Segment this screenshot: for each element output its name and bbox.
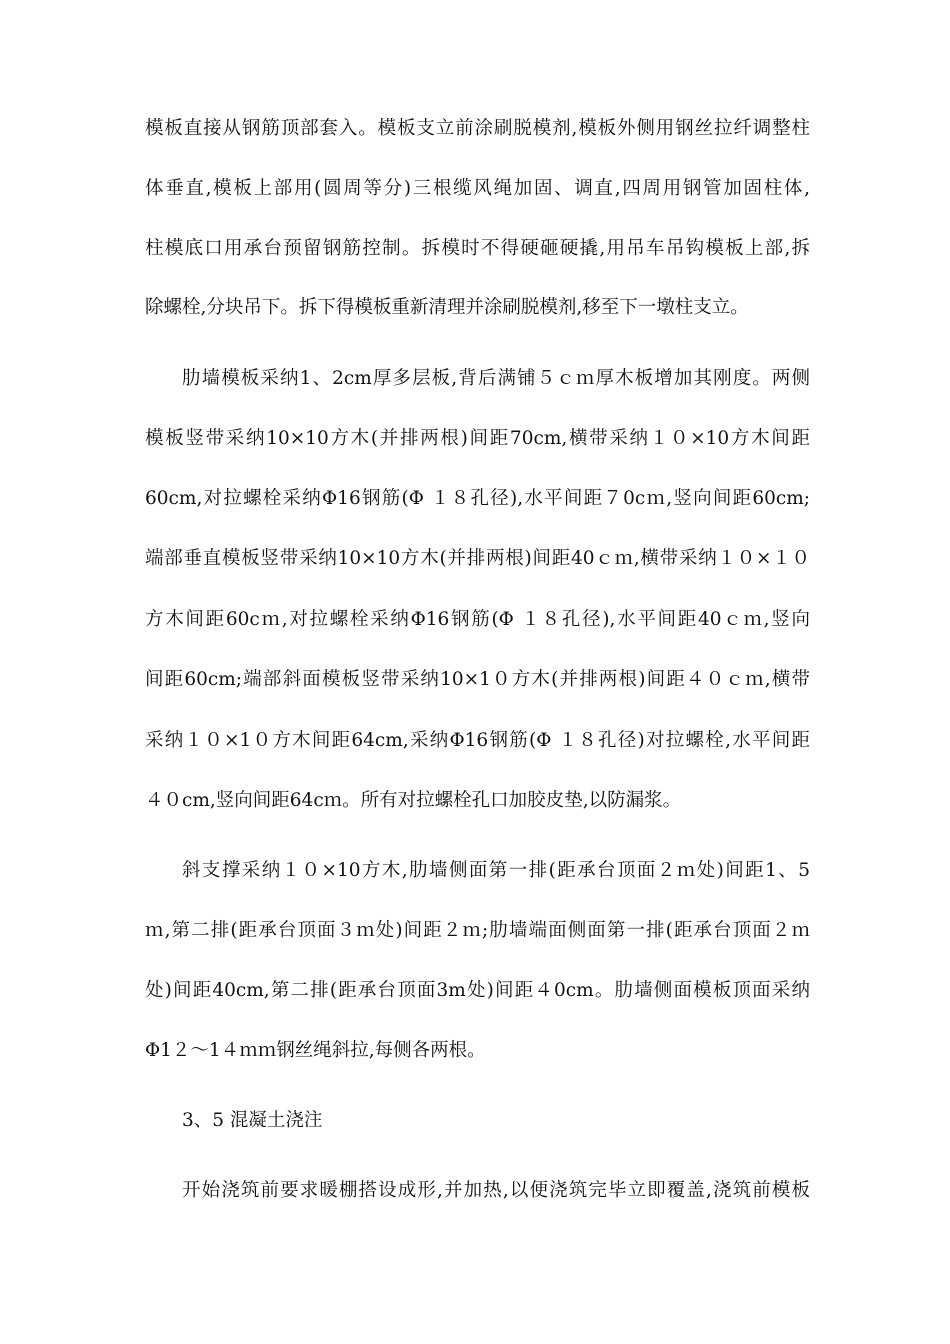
paragraph-line: ｍ,第二排(距承台顶面３ｍ处)间距２ｍ;肋墙端面侧面第一排(距承台顶面２ｍ [145,920,810,941]
paragraph-line: 开始浇筑前要求暖棚搭设成形,并加热,以便浇筑完毕立即覆盖,浇筑前模板 [182,1180,810,1201]
paragraph-line: 间距60cm;端部斜面模板竖带采纳10×1０方木(并排两根)间距４０ｃｍ,横带 [145,669,810,690]
paragraph-line: 除螺栓,分块吊下。拆下得模板重新清理并涂刷脱模剂,移至下一墩柱支立。 [145,297,749,318]
paragraph-line: 体垂直,模板上部用(圆周等分)三根缆风绳加固、调直,四周用钢管加固柱体, [145,178,810,199]
paragraph-line: 模板竖带采纳10×10方木(并排两根)间距70cm,横带采纳１０×10方木间距 [145,428,810,449]
paragraph-line: ４０cm,竖向间距64cｍ。所有对拉螺栓孔口加胶皮垫,以防漏浆。 [145,790,682,811]
paragraph-line: 方木间距60cｍ,对拉螺栓采纳Φ16钢筋(Φ １８孔径),水平间距40ｃｍ,竖向 [145,609,810,630]
paragraph-line: 肋墙模板采纳1、2cm厚多层板,背后满铺５ｃｍ厚木板增加其刚度。两侧 [182,368,810,389]
section-heading: 3、5 混凝土浇注 [182,1110,323,1131]
paragraph-line: 端部垂直模板竖带采纳10×10方木(并排两根)间距40ｃｍ,横带采纳１０×１０ [145,548,810,569]
paragraph-line: 采纳１０×1０方木间距64cm,采纳Φ16钢筋(Φ １８孔径)对拉螺栓,水平间距 [145,730,810,751]
paragraph-line: 模板直接从钢筋顶部套入。模板支立前涂刷脱模剂,模板外侧用钢丝拉纤调整柱 [145,118,810,139]
paragraph-line: 柱模底口用承台预留钢筋控制。拆模时不得硬砸硬撬,用吊车吊钩模板上部,拆 [145,238,810,259]
paragraph-line: 处)间距40cm,第二排(距承台顶面3m处)间距４0cm。肋墙侧面模板顶面采纳 [145,980,810,1001]
paragraph-line: 60cm,对拉螺栓采纳Φ16钢筋(Φ １８孔径),水平间距７0cｍ,竖向间距60cm; [145,488,810,509]
paragraph-line: 斜支撑采纳１０×10方木,肋墙侧面第一排(距承台顶面２ｍ处)间距1、5 [182,860,810,881]
paragraph-line: Φ1２～1４ｍｍ钢丝绳斜拉,每侧各两根。 [145,1040,486,1061]
